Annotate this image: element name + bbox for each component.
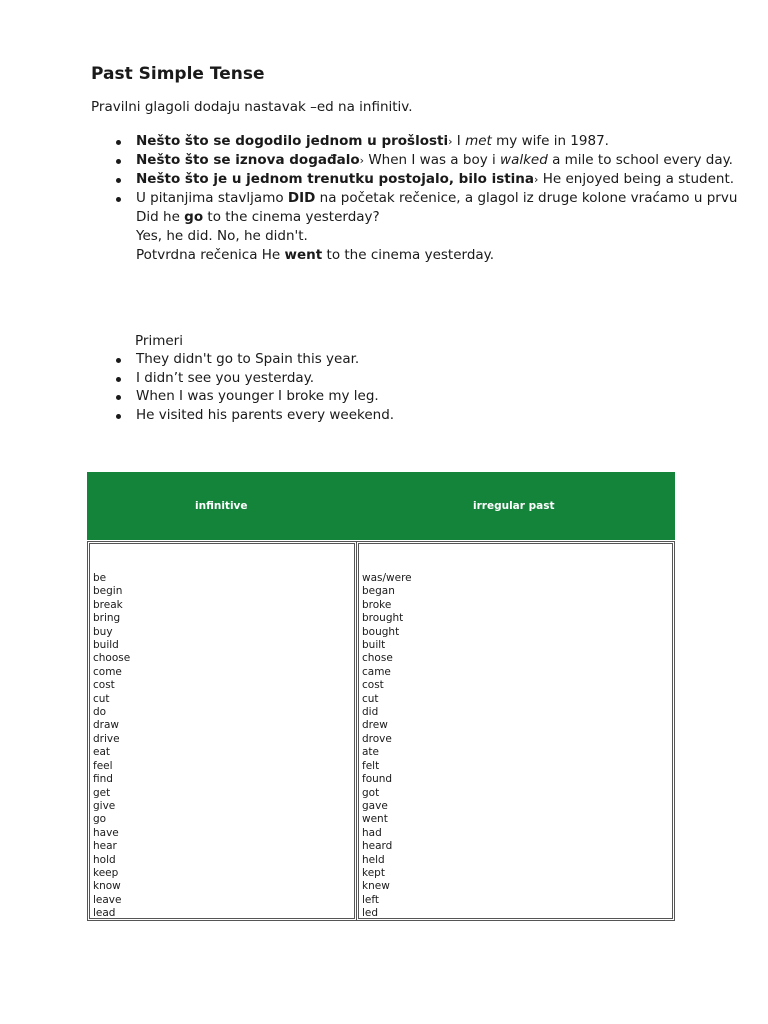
verb-cell: draw [93, 719, 120, 732]
past-list [362, 572, 412, 921]
verb-cell: go [93, 813, 107, 826]
rule-italic: walked [500, 152, 548, 168]
answers-text: Yes, he did. No, he didn't. [136, 228, 308, 244]
affirmative-example: to the cinema yesterday. [322, 247, 495, 263]
verb-cell: hold [93, 853, 116, 866]
verb-cell: ate [362, 746, 380, 759]
affirmative-example: Potvrdna rečenica He [136, 247, 285, 263]
example-item: He visited his parents every weekend. [136, 407, 395, 424]
example-item: I didn’t see you yesterday. [136, 369, 394, 388]
rule-text: I [452, 133, 466, 149]
verb-cell: heard [362, 840, 393, 853]
verb-cell: give [93, 799, 116, 812]
verb-cell: do [93, 706, 107, 719]
question-example: Did he [136, 209, 185, 225]
examples-list [0, 350, 394, 425]
verb-cell: cut [93, 692, 110, 705]
intro-text: Pravilni glagoli dodaju nastavak –ed na infinitiv. [91, 99, 413, 115]
verb-cell: began [362, 585, 395, 598]
rules-list [0, 132, 768, 265]
verb-cell: chose [362, 652, 393, 665]
rule-bold: Nešto što je u jednom trenutku postojalo, bilo istina [136, 171, 535, 187]
verb-cell: bring [93, 612, 121, 625]
verb-cell: brought [362, 612, 404, 625]
verb-cell: broke [362, 598, 392, 611]
column-header-infinitive: infinitive [195, 500, 248, 512]
verb-cell: felt [362, 759, 380, 772]
rule-text: When I was a boy i [364, 152, 501, 168]
verb-cell: found [362, 773, 393, 786]
verb-cell: come [93, 665, 122, 678]
rule-text: U pitanjima stavljamo [136, 190, 288, 206]
page-title: Past Simple Tense [91, 64, 265, 84]
question-verb: go [184, 209, 204, 225]
verb-cell: went [362, 813, 388, 826]
verb-cell: know [93, 880, 121, 893]
example-item: They didn't go to Spain this year. [136, 350, 394, 369]
verb-cell: begin [93, 585, 123, 598]
verb-cell: break [93, 598, 123, 611]
rule-item [136, 151, 768, 170]
irregular-verbs-table [87, 472, 675, 924]
rule-bold: DID [287, 190, 316, 206]
rule-text: He enjoyed being a student. [538, 171, 735, 187]
arrow-icon: › [448, 135, 453, 148]
verb-cell: drove [362, 732, 392, 745]
rule-item [136, 170, 768, 189]
question-rule-item [136, 189, 768, 265]
infinitive-list [93, 572, 130, 921]
rule-text: na početak rečenice, a glagol iz druge kolone vraćamo u prvu [315, 190, 738, 206]
verb-cell: build [93, 639, 119, 652]
table-header [87, 472, 675, 540]
rule-item [136, 132, 768, 151]
verb-cell: knew [362, 880, 390, 893]
infinitive-column [87, 541, 357, 921]
verb-cell: get [93, 786, 111, 799]
verb-cell: led [362, 907, 379, 920]
verb-cell: buy [93, 625, 113, 638]
verb-cell: eat [93, 746, 111, 759]
verb-cell: did [362, 706, 379, 719]
column-header-irregular-past: irregular past [473, 500, 555, 512]
rule-bold: Nešto što se dogodilo jednom u prošlosti [136, 133, 449, 149]
examples-heading: Primeri [135, 333, 183, 349]
verb-cell: be [93, 572, 107, 584]
verb-cell: gave [362, 799, 388, 812]
verb-cell: was/were [362, 572, 412, 584]
example-item: When I was younger I broke my leg. [136, 387, 394, 406]
verb-cell: bought [362, 625, 400, 638]
verb-cell: have [93, 826, 119, 839]
verb-cell: kept [362, 866, 385, 879]
verb-cell: lead [93, 907, 116, 920]
verb-cell: built [362, 639, 386, 652]
verb-cell: held [362, 853, 385, 866]
arrow-icon: › [359, 154, 365, 167]
verb-cell: feel [93, 759, 113, 772]
rule-bold: Nešto što se iznova događalo [136, 152, 360, 168]
rule-text: my wife in 1987. [491, 133, 609, 149]
verb-cell: came [362, 665, 391, 678]
past-column [356, 541, 675, 921]
rule-italic: met [465, 133, 492, 149]
verb-cell: cost [93, 679, 115, 692]
verb-cell: got [362, 786, 380, 799]
verb-cell: cut [362, 692, 379, 705]
arrow-icon: › [534, 173, 539, 186]
verb-cell: choose [93, 652, 131, 665]
verb-cell: drive [93, 732, 120, 745]
verb-cell: keep [93, 866, 119, 879]
verb-cell: cost [362, 679, 384, 692]
verb-cell: leave [93, 893, 122, 906]
verb-cell: had [362, 826, 382, 839]
verb-cell: find [93, 773, 113, 786]
verb-cell: left [362, 893, 380, 906]
verb-cell: hear [93, 840, 117, 853]
affirmative-verb: went [284, 247, 323, 263]
rule-text: a mile to school every day. [547, 152, 733, 168]
question-example: to the cinema yesterday? [203, 209, 380, 225]
verb-cell: drew [362, 719, 388, 732]
